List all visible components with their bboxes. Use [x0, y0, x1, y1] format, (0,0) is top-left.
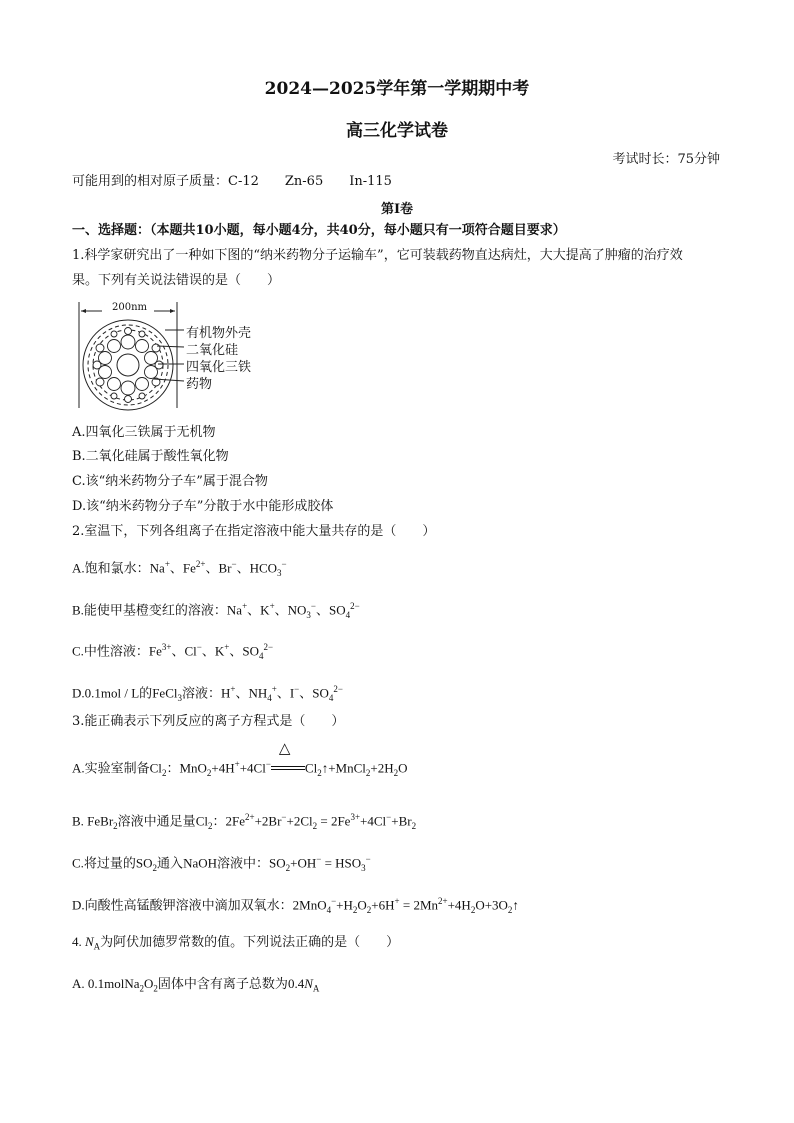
label-drug: 药物	[186, 377, 213, 392]
q4-stem: 4. $N_A$为阿伏加德罗常数的值。下列说法正确的是（ ）	[72, 934, 400, 952]
q1-option-a: A.四氧化三铁属于无机物	[72, 425, 216, 440]
q3-option-b: B. FeBr$_2$溶液中通足量$Cl_2$：$2Fe^{2+}+2Br^-+2Cl_2 = 2Fe^{3+}+4Cl^-+Br_2$	[72, 812, 417, 831]
exam-duration: 考试时长：75分钟	[612, 152, 720, 167]
label-silica: 二氧化硅	[186, 343, 239, 358]
label-iron-oxide: 四氧化三铁	[186, 360, 252, 375]
section-heading: 一、选择题：（本题共10小题，每小题4分，共40分，每小题只有一项符合题目要求）	[72, 223, 566, 238]
label-shell: 有机物外壳	[186, 326, 252, 341]
q2-option-d: D.0.1mol / L的FeCl$_3$溶液：H+、$NH_4^+$、I−、$SO_4^{2-}$	[72, 684, 343, 703]
q1-option-c: C.该“纳米药物分子车”属于混合物	[72, 474, 268, 489]
q1-stem-line1: 1.科学家研究出了一种如下图的“纳米药物分子运输车”，它可装载药物直达病灶，大大提高了肿瘤的治疗效	[72, 248, 683, 263]
q3-stem: 3.能正确表示下列反应的离子方程式是（ ）	[72, 714, 345, 729]
q1-stem-line2: 果。下列有关说法错误的是（ ）	[72, 273, 281, 288]
scale-label: 200nm	[112, 302, 148, 313]
q2-option-a: A.饱和氯水：Na+、$Fe^{2+}$、Br−、$HCO_3^-$	[72, 559, 287, 578]
exam-title: 2024—2025学年第一学期期中考	[264, 79, 530, 99]
q1-option-d: D.该“纳米药物分子车”分散于水中能形成胶体	[72, 499, 334, 514]
volume-label: 第Ⅰ卷	[380, 202, 414, 217]
q2-option-b: B.能使甲基橙变红的溶液：Na+、K+、$NO_3^-$、$SO_4^{2-}$	[72, 601, 360, 620]
atomic-masses: 可能用到的相对原子质量：C-12 Zn-65 In-115	[72, 174, 392, 189]
q1-option-b: B.二氧化硅属于酸性氧化物	[72, 449, 229, 464]
q3-option-c: C.将过量的$SO_2$通入NaOH溶液中：$SO_2+OH^- = HSO_3^-$	[72, 854, 371, 873]
q4-option-a: A. $0.1molNa_2O_2$固体中含有离子总数为$0.4N_A$	[72, 976, 320, 994]
q2-option-c: C.中性溶液：$Fe^{3+}$、Cl−、K+、$SO_4^{2-}$	[72, 642, 274, 661]
q3-option-a: A.实验室制备$Cl_2$：MnO$_2$+4H++4Cl− △ $Cl_2↑+MnCl_2+2H_2O$	[72, 741, 408, 778]
q3-option-d: D.向酸性高锰酸钾溶液中滴加双氧水：$2MnO_4^-+H_2O_2+6H^+$ = $2Mn^{2+}+4H_2O+3O_2↑$	[72, 896, 519, 915]
exam-subtitle: 高三化学试卷	[346, 121, 448, 141]
heat-symbol: △	[278, 741, 291, 758]
nanocar-figure	[72, 300, 272, 416]
q2-stem: 2.室温下，下列各组离子在指定溶液中能大量共存的是（ ）	[72, 524, 436, 539]
